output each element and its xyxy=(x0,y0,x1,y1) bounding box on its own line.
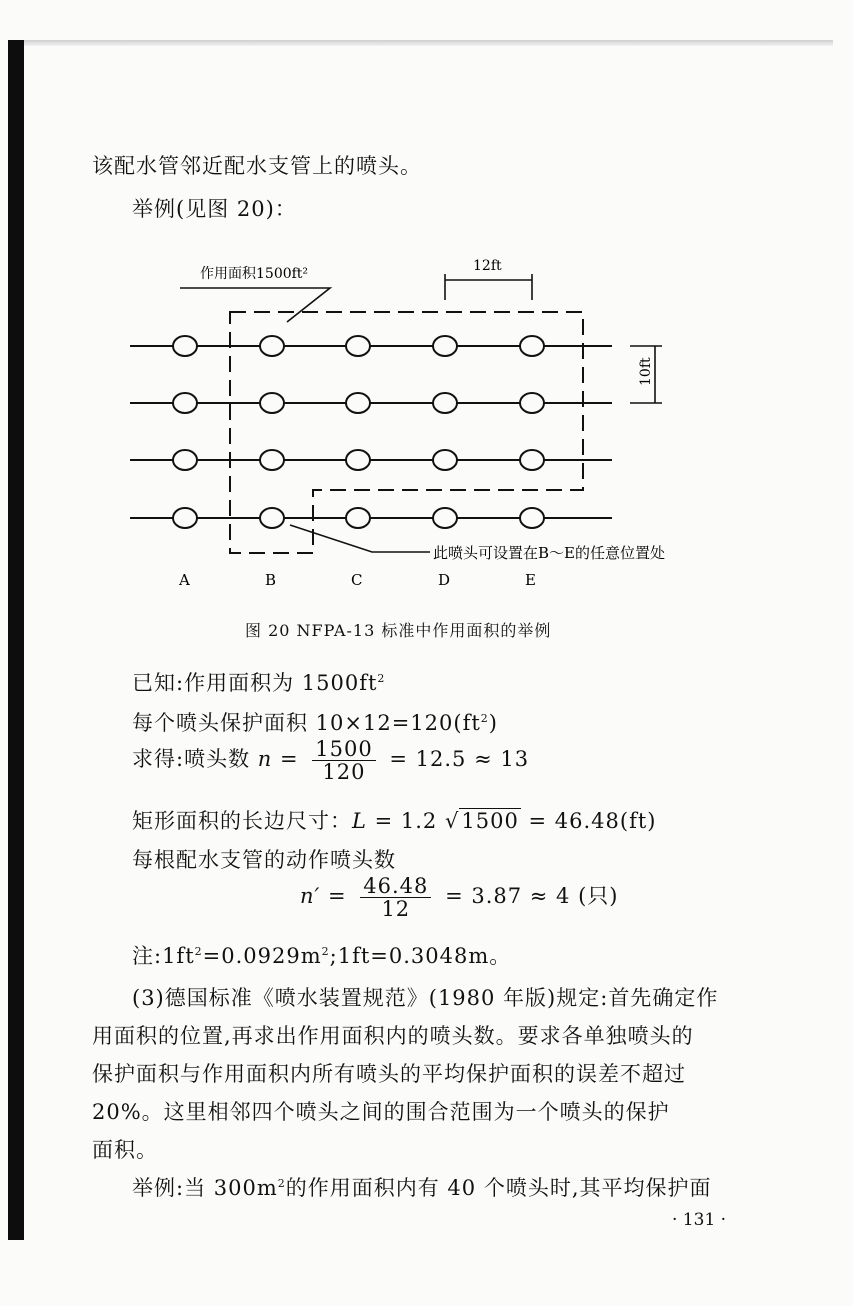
per-branch-line: 每根配水支管的动作喷头数 xyxy=(132,848,396,872)
sprinkler-head xyxy=(346,393,370,413)
column-label-a: A xyxy=(179,571,190,589)
sprinkler-heads xyxy=(173,336,544,528)
sprinkler-head xyxy=(173,450,197,470)
sprinkler-count-formula: 求得:喷头数 n = $\frac{1500}{120}$ = 12.5 ≈ 13 xyxy=(132,737,530,784)
example-line: 举例:当 $300m^2$的作用面积内有 40 个喷头时,其平均保护面 xyxy=(132,1176,712,1200)
sprinkler-head xyxy=(433,450,457,470)
unit-note: 注$:1ft^2=0.0929m^2;1ft=0.3048m$。 xyxy=(132,944,512,968)
dim-horizontal-label: 12ft xyxy=(473,258,502,274)
note-label: 此喷头可设置在B～E的任意位置处 xyxy=(433,544,665,562)
sprinkler-head xyxy=(346,450,370,470)
sprinkler-head xyxy=(173,336,197,356)
page-number: · 131 · xyxy=(672,1210,727,1230)
text-line-2: 举例(见图 20)： xyxy=(132,197,297,221)
fraction: $\frac{46.48}{12}$ xyxy=(360,875,431,920)
para-line-1: (3)德国标准《喷水装置规范》(1980 年版)规定:首先确定作 xyxy=(132,986,719,1010)
sprinkler-head xyxy=(433,393,457,413)
sprinkler-head xyxy=(520,393,544,413)
sprinkler-head xyxy=(173,508,197,528)
per-area-line: 每个喷头保护面积 $10\times 12=120(ft^2)$ xyxy=(132,711,498,735)
sprinkler-head xyxy=(520,508,544,528)
column-label-d: D xyxy=(438,571,451,589)
fraction: $\frac{1500}{120}$ xyxy=(312,738,375,783)
sprinkler-head xyxy=(346,508,370,528)
sprinkler-head xyxy=(520,450,544,470)
area-label: 作用面积1500ft² xyxy=(200,266,309,282)
para-line-4: 20%。这里相邻四个喷头之间的围合范围为一个喷头的保护 xyxy=(92,1100,670,1124)
sprinkler-head xyxy=(260,450,284,470)
note-leader xyxy=(290,525,430,552)
page-top-shadow xyxy=(8,40,833,46)
dim-horizontal xyxy=(445,274,532,300)
figure-caption: 图 20 NFPA-13 标准中作用面积的举例 xyxy=(245,621,552,640)
given-line: 已知:作用面积为 $1500ft^2$ xyxy=(132,671,386,695)
column-label-b: B xyxy=(265,571,277,589)
sprinkler-head xyxy=(520,336,544,356)
column-label-c: C xyxy=(351,571,363,589)
para-line-5: 面积。 xyxy=(92,1138,158,1162)
para-line-3: 保护面积与作用面积内所有喷头的平均保护面积的误差不超过 xyxy=(92,1062,686,1086)
sprinkler-head xyxy=(433,508,457,528)
sprinkler-head xyxy=(433,336,457,356)
book-spine-edge xyxy=(8,40,24,1240)
long-side-formula: 矩形面积的长边尺寸：L = 1.2 √1500 = 46.48(ft) xyxy=(132,809,657,833)
sprinkler-head xyxy=(346,336,370,356)
para-line-2: 用面积的位置,再求出作用面积内的喷头数。要求各单独喷头的 xyxy=(92,1024,694,1048)
branch-pipes xyxy=(130,346,612,518)
sprinkler-head xyxy=(260,336,284,356)
sprinkler-head xyxy=(173,393,197,413)
sprinkler-head xyxy=(260,393,284,413)
per-branch-formula: n′ = $\frac{46.48}{12}$ = 3.87 ≈ 4 (只) xyxy=(300,874,619,921)
sprinkler-head xyxy=(260,508,284,528)
area-label-leader xyxy=(180,288,330,322)
dim-vertical-label: 10ft xyxy=(638,357,654,386)
text-line-1: 该配水管邻近配水支管上的喷头。 xyxy=(92,154,422,178)
sprinkler-layout-figure xyxy=(0,240,853,600)
column-label-e: E xyxy=(525,571,536,589)
